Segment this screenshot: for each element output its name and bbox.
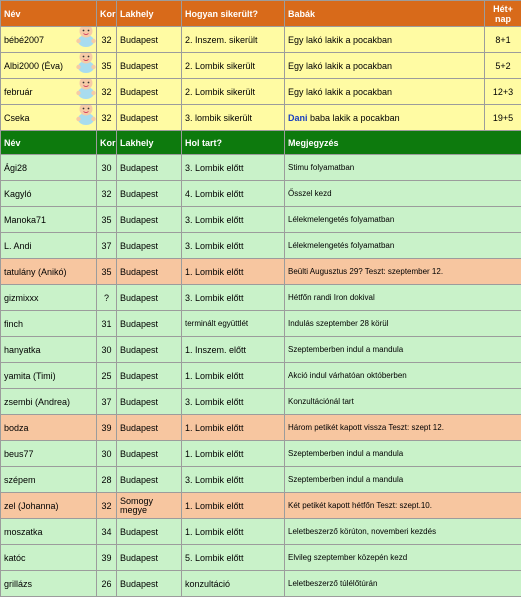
cell-hogyan: 2. Inszem. sikerült [182, 27, 285, 53]
member-row [1, 207, 521, 233]
cell-babak [285, 53, 485, 79]
cell-kor: 32 [97, 79, 117, 105]
cell-nev: Manoka71 [1, 207, 97, 233]
member-row [1, 337, 521, 363]
baby-icon [73, 79, 97, 101]
cell-nev: bodza [1, 415, 97, 441]
cell-nev: L. Andi [1, 233, 97, 259]
cell-kor: 31 [97, 311, 117, 337]
cell-kor: 34 [97, 519, 117, 545]
col-header-hol-tart: Hol tart? [182, 131, 285, 155]
cell-hol-tart: 3. Lombik előtt [182, 155, 285, 181]
cell-nev: beus77 [1, 441, 97, 467]
cell-hol-tart: 3. Lombik előtt [182, 207, 285, 233]
cell-megjegyzes: Lélekmelengetés folyamatban [285, 233, 521, 259]
member-name: Cseka [4, 112, 30, 123]
cell-lakhely: Budapest [117, 53, 182, 79]
header-row-waiting [1, 131, 521, 155]
babak-text: Egy lakó lakik a pocakban [288, 34, 393, 45]
cell-hol-tart: 1. Lombik előtt [182, 259, 285, 285]
cell-hol-tart: 5. Lombik előtt [182, 545, 285, 571]
member-row [1, 363, 521, 389]
cell-nev: szépem [1, 467, 97, 493]
baby-icon [73, 105, 97, 127]
member-row [1, 415, 521, 441]
cell-megjegyzes: Elvileg szeptember közepén kezd [285, 545, 521, 571]
cell-kor: 25 [97, 363, 117, 389]
cell-megjegyzes: Leletbeszerző körúton, novemberi kezdés [285, 519, 521, 545]
cell-nev: zel (Johanna) [1, 493, 97, 519]
cell-nev: gizmixxx [1, 285, 97, 311]
member-row [1, 493, 521, 519]
cell-megjegyzes: Beülti Augusztus 29? Teszt: szeptember 12. [285, 259, 521, 285]
col-header-hogyan: Hogyan sikerült? [182, 1, 285, 27]
cell-hol-tart: 3. Lombik előtt [182, 389, 285, 415]
cell-hol-tart: terminált együttlét [182, 311, 285, 337]
member-row [1, 389, 521, 415]
cell-nev: yamita (Timi) [1, 363, 97, 389]
cell-kor: 39 [97, 415, 117, 441]
member-row [1, 519, 521, 545]
cell-kor: ? [97, 285, 117, 311]
cell-nev: moszatka [1, 519, 97, 545]
baby-icon [73, 27, 97, 49]
member-row [1, 233, 521, 259]
cell-het-nap: 5+2 [485, 53, 521, 79]
cell-hol-tart: konzultáció [182, 571, 285, 597]
cell-kor: 32 [97, 27, 117, 53]
het-label: Hét+ [493, 3, 513, 14]
cell-megjegyzes: Lélekmelengetés folyamatban [285, 207, 521, 233]
col-header-het-nap [485, 1, 521, 27]
member-row [1, 259, 521, 285]
cell-kor: 30 [97, 441, 117, 467]
cell-lakhely: Somogy megye [117, 493, 182, 519]
cell-nev: finch [1, 311, 97, 337]
cell-kor: 35 [97, 259, 117, 285]
cell-kor: 35 [97, 207, 117, 233]
cell-kor: 26 [97, 571, 117, 597]
member-row [1, 311, 521, 337]
cell-hogyan: 2. Lombik sikerült [182, 53, 285, 79]
babak-text: Egy lakó lakik a pocakban [288, 86, 393, 97]
cell-het-nap: 19+5 [485, 105, 521, 131]
cell-het-nap: 8+1 [485, 27, 521, 53]
header-row-babies [1, 1, 521, 27]
cell-lakhely: Budapest [117, 207, 182, 233]
cell-lakhely: Budapest [117, 441, 182, 467]
babak-text: baba lakik a pocakban [307, 112, 400, 123]
cell-megjegyzes: Szeptemberben indul a mandula [285, 441, 521, 467]
member-name: bébé2007 [4, 34, 45, 45]
cell-lakhely: Budapest [117, 155, 182, 181]
cell-het-nap: 12+3 [485, 79, 521, 105]
member-row [1, 155, 521, 181]
cell-nev: grillázs [1, 571, 97, 597]
cell-lakhely: Budapest [117, 467, 182, 493]
babak-text: Egy lakó lakik a pocakban [288, 60, 393, 71]
cell-hol-tart: 1. Lombik előtt [182, 415, 285, 441]
cell-lakhely: Budapest [117, 363, 182, 389]
cell-lakhely: Budapest [117, 181, 182, 207]
cell-hol-tart: 1. Lombik előtt [182, 363, 285, 389]
cell-lakhely: Budapest [117, 259, 182, 285]
cell-lakhely: Budapest [117, 27, 182, 53]
cell-lakhely: Budapest [117, 233, 182, 259]
cell-megjegyzes: Stimu folyamatban [285, 155, 521, 181]
cell-megjegyzes: Ősszel kezd [285, 181, 521, 207]
nap-label: nap [494, 13, 511, 24]
cell-hol-tart: 1. Inszem. előtt [182, 337, 285, 363]
cell-lakhely: Budapest [117, 519, 182, 545]
baby-row [1, 79, 521, 105]
cell-nev [1, 53, 97, 79]
cell-lakhely: Budapest [117, 415, 182, 441]
cell-nev [1, 79, 97, 105]
col-header-nev: Név [1, 1, 97, 27]
cell-kor: 30 [97, 155, 117, 181]
cell-lakhely: Budapest [117, 79, 182, 105]
col-header-kor: Kor [97, 131, 117, 155]
member-name: február [4, 86, 33, 97]
cell-kor: 28 [97, 467, 117, 493]
cell-hol-tart: 1. Lombik előtt [182, 441, 285, 467]
col-header-lakhely: Lakhely [117, 1, 182, 27]
member-row [1, 285, 521, 311]
cell-lakhely: Budapest [117, 285, 182, 311]
cell-kor: 32 [97, 493, 117, 519]
cell-lakhely: Budapest [117, 105, 182, 131]
cell-nev: Ági28 [1, 155, 97, 181]
cell-kor: 37 [97, 389, 117, 415]
cell-lakhely: Budapest [117, 545, 182, 571]
cell-kor: 32 [97, 105, 117, 131]
cell-hogyan: 2. Lombik sikerült [182, 79, 285, 105]
cell-lakhely: Budapest [117, 337, 182, 363]
cell-hogyan: 3. lombik sikerült [182, 105, 285, 131]
cell-hol-tart: 3. Lombik előtt [182, 233, 285, 259]
member-row [1, 441, 521, 467]
cell-hol-tart: 4. Lombik előtt [182, 181, 285, 207]
cell-nev: katóc [1, 545, 97, 571]
cell-babak [285, 79, 485, 105]
cell-babak [285, 27, 485, 53]
cell-megjegyzes: Leletbeszerző túlélőtúrán [285, 571, 521, 597]
cell-kor: 30 [97, 337, 117, 363]
cell-kor: 32 [97, 181, 117, 207]
col-header-kor: Kor [97, 1, 117, 27]
cell-lakhely: Budapest [117, 311, 182, 337]
cell-hol-tart: 1. Lombik előtt [182, 519, 285, 545]
cell-nev [1, 27, 97, 53]
col-header-lakhely: Lakhely [117, 131, 182, 155]
baby-row [1, 105, 521, 131]
cell-hol-tart: 3. Lombik előtt [182, 467, 285, 493]
member-row [1, 545, 521, 571]
baby-name: Dani [288, 112, 308, 123]
cell-nev [1, 105, 97, 131]
cell-megjegyzes: Szeptemberben indul a mandula [285, 467, 521, 493]
cell-nev: Kagyló [1, 181, 97, 207]
cell-megjegyzes: Két petikét kapott hétfőn Teszt: szept.10. [285, 493, 521, 519]
cell-megjegyzes: Indulás szeptember 28 körül [285, 311, 521, 337]
col-header-megjegyzes: Megjegyzés [285, 131, 521, 155]
cell-hol-tart: 1. Lombik előtt [182, 493, 285, 519]
col-header-nev: Név [1, 131, 97, 155]
baby-row [1, 27, 521, 53]
cell-nev: tatulány (Anikó) [1, 259, 97, 285]
baby-icon [73, 53, 97, 75]
cell-lakhely: Budapest [117, 571, 182, 597]
cell-kor: 37 [97, 233, 117, 259]
cell-babak [285, 105, 485, 131]
member-row [1, 571, 521, 597]
member-row [1, 467, 521, 493]
baby-row [1, 53, 521, 79]
cell-megjegyzes: Konzultációnál tart [285, 389, 521, 415]
cell-kor: 39 [97, 545, 117, 571]
col-header-babak: Babák [285, 1, 485, 27]
cell-nev: hanyatka [1, 337, 97, 363]
cell-megjegyzes: Szeptemberben indul a mandula [285, 337, 521, 363]
cell-hol-tart: 3. Lombik előtt [182, 285, 285, 311]
cell-megjegyzes: Három petikét kapott vissza Teszt: szept 12. [285, 415, 521, 441]
cell-nev: zsembi (Andrea) [1, 389, 97, 415]
cell-lakhely: Budapest [117, 389, 182, 415]
cell-megjegyzes: Akció indul várhatóan októberben [285, 363, 521, 389]
member-row [1, 181, 521, 207]
cell-megjegyzes: Hétfőn randi Iron dokival [285, 285, 521, 311]
cell-kor: 35 [97, 53, 117, 79]
member-name: Albi2000 (Éva) [4, 60, 64, 71]
